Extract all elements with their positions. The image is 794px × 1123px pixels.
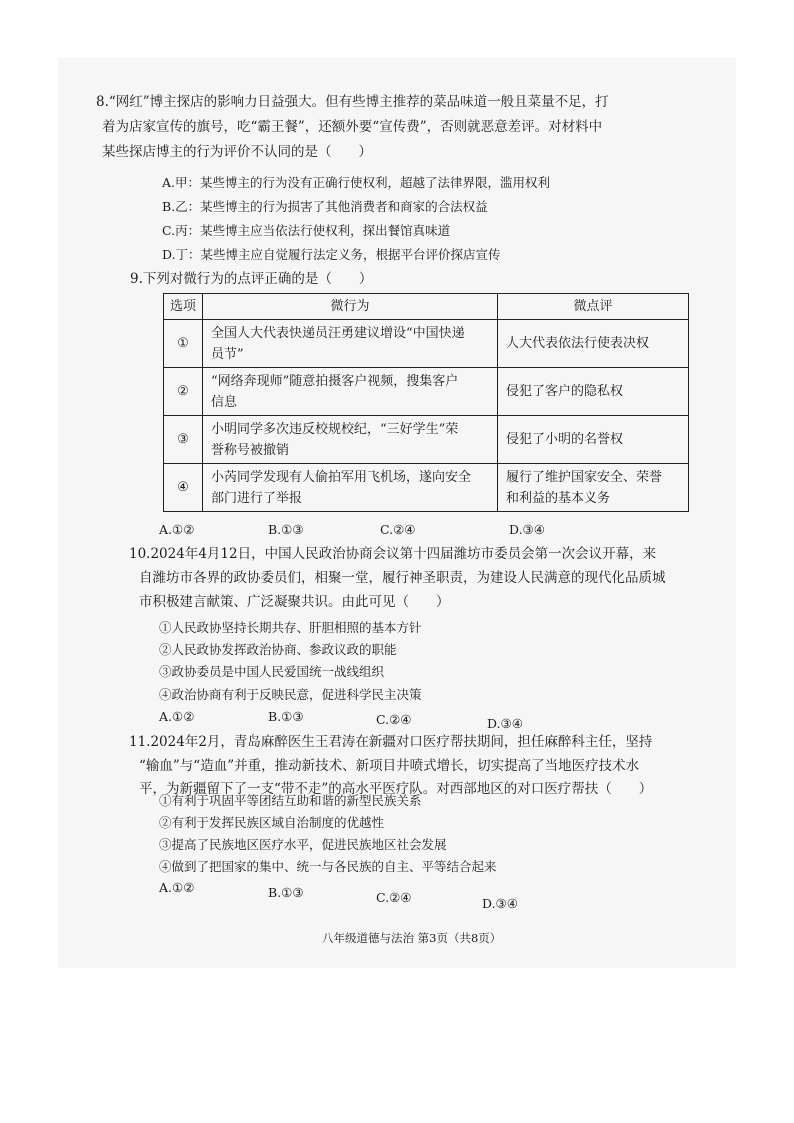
q11-stem-line-3: 平，为新疆留下了一支“带不走”的高水平医疗队。对西部地区的对口医疗帮扶（ ） <box>139 781 653 797</box>
q8-option-a: A.甲：某些博主的行为没有正确行使权利，超越了法律界限，滥用权利 <box>162 175 551 190</box>
q10-item-1: ①人民政协坚持长期共存、肝胆相照的基本方针 <box>159 620 422 635</box>
row-action <box>203 368 498 416</box>
row-comment-line-1: 侵犯了小明的名誉权 <box>506 432 624 447</box>
q11-choice-a: A.①② <box>159 880 195 895</box>
q11-choice-c: C.②④ <box>376 890 412 905</box>
row-comment <box>498 320 689 368</box>
q11-stem-line-1: 11.2024年2月，青岛麻醉医生王君涛在新疆对口医疗帮扶期间，担任麻醉科主任，坚持 <box>129 734 653 750</box>
row-comment-line-1: 人大代表依法行使表决权 <box>506 336 650 351</box>
q11-item-4: ④做到了把国家的集中、统一与各民族的自主、平等结合起来 <box>159 859 497 874</box>
row-number: ② <box>164 368 203 416</box>
q10-choice-d: D.③④ <box>487 716 523 731</box>
q11-stem-line-2: “输血”与“造血”并重，推动新技术、新项目井喷式增长，切实提高了当地医疗技术水 <box>139 758 640 774</box>
q9-table <box>163 293 689 512</box>
row-comment <box>498 416 689 464</box>
q10-item-4: ④政治协商有利于反映民意，促进科学民主决策 <box>159 687 422 702</box>
table-row <box>164 416 689 464</box>
q8-option-d: D.丁：某些博主应自觉履行法定义务，根据平台评价探店宣传 <box>162 247 501 262</box>
q11-item-1: ①有利于巩固平等团结互助和谐的新型民族关系 <box>159 793 422 808</box>
row-action-line-1: 全国人大代表快递员汪勇建议增设“中国快递 <box>211 325 465 341</box>
row-comment <box>498 368 689 416</box>
q8-stem-line-1: 8.“网红”博主探店的影响力日益强大。但有些博主推荐的菜品味道一般且菜量不足，打 <box>96 94 609 110</box>
row-comment <box>498 464 689 512</box>
q10-stem-line-1: 10.2024年4月12日，中国人民政治协商会议第十四届潍坊市委员会第一次会议开幕，来 <box>129 546 657 562</box>
row-comment-line-1: 侵犯了客户的隐私权 <box>506 384 624 399</box>
q8-stem-line-3: 某些探店博主的行为评价不认同的是（ ） <box>102 144 372 160</box>
q11-choice-d: D.③④ <box>482 896 518 911</box>
q10-stem-line-2: 自潍坊市各界的政协委员们，相聚一堂，履行神圣职责，为建设人民满意的现代化品质城 <box>139 570 666 586</box>
q9-choice-a: A.①② <box>159 522 195 537</box>
table-row <box>164 320 689 368</box>
q11-item-2: ②有利于发挥民族区域自治制度的优越性 <box>159 815 385 830</box>
row-action-line-2: 信息 <box>211 394 238 410</box>
row-action-line-1: 小芮同学发现有人偷拍军用飞机场，遂向安全 <box>211 469 472 485</box>
header-micro-comment: 微点评 <box>498 294 689 320</box>
q10-item-2: ②人民政协发挥政治协商、参政议政的职能 <box>159 642 397 657</box>
q10-choice-c: C.②④ <box>376 712 412 727</box>
q9-choice-b: B.①③ <box>268 522 304 537</box>
row-action-line-2: 员节” <box>211 346 244 362</box>
q8-stem-line-2: 着为店家宣传的旗号，吃“霸王餐”，还额外要“宣传费”，否则就恶意差评。对材料中 <box>102 119 603 135</box>
q9-stem: 9.下列对微行为的点评正确的是（ ） <box>130 271 373 287</box>
table-row <box>164 464 689 512</box>
q11-item-3: ③提高了民族地区医疗水平，促进民族地区社会发展 <box>159 837 447 852</box>
q10-stem-line-3: 市积极建言献策、广泛凝聚共识。由此可见（ ） <box>139 594 450 610</box>
q10-choice-b: B.①③ <box>268 709 304 724</box>
q10-choice-a: A.①② <box>159 709 195 724</box>
page-footer: 八年级道德与法治 第3页（共8页） <box>322 931 502 945</box>
header-micro-action: 微行为 <box>203 294 498 320</box>
header-option: 选项 <box>164 294 203 320</box>
row-action-line-2: 部门进行了举报 <box>211 490 303 506</box>
row-action <box>203 416 498 464</box>
row-action <box>203 320 498 368</box>
q9-choice-c: C.②④ <box>380 522 416 537</box>
row-number: ③ <box>164 416 203 464</box>
q10-item-3: ③政协委员是中国人民爱国统一战线组织 <box>159 664 385 679</box>
table-header-row <box>164 294 689 320</box>
row-action-line-1: 小明同学多次违反校规校纪，“三好学生”荣 <box>211 421 459 437</box>
row-action-line-2: 誉称号被撤销 <box>211 442 290 458</box>
table-row <box>164 368 689 416</box>
q8-option-c: C.丙：某些博主应当依法行使权利，探出餐馆真味道 <box>162 223 451 238</box>
q8-option-b: B.乙：某些博主的行为损害了其他消费者和商家的合法权益 <box>162 199 488 214</box>
row-comment-line-1: 履行了维护国家安全、荣誉 <box>506 469 663 485</box>
q9-choice-d: D.③④ <box>509 522 545 537</box>
row-action <box>203 464 498 512</box>
row-action-line-1: “网络奔现师”随意拍摄客户视频，搜集客户 <box>211 373 459 389</box>
row-number: ① <box>164 320 203 368</box>
q11-choice-b: B.①③ <box>268 885 304 900</box>
row-number: ④ <box>164 464 203 512</box>
row-comment-line-2: 和利益的基本义务 <box>506 490 611 506</box>
